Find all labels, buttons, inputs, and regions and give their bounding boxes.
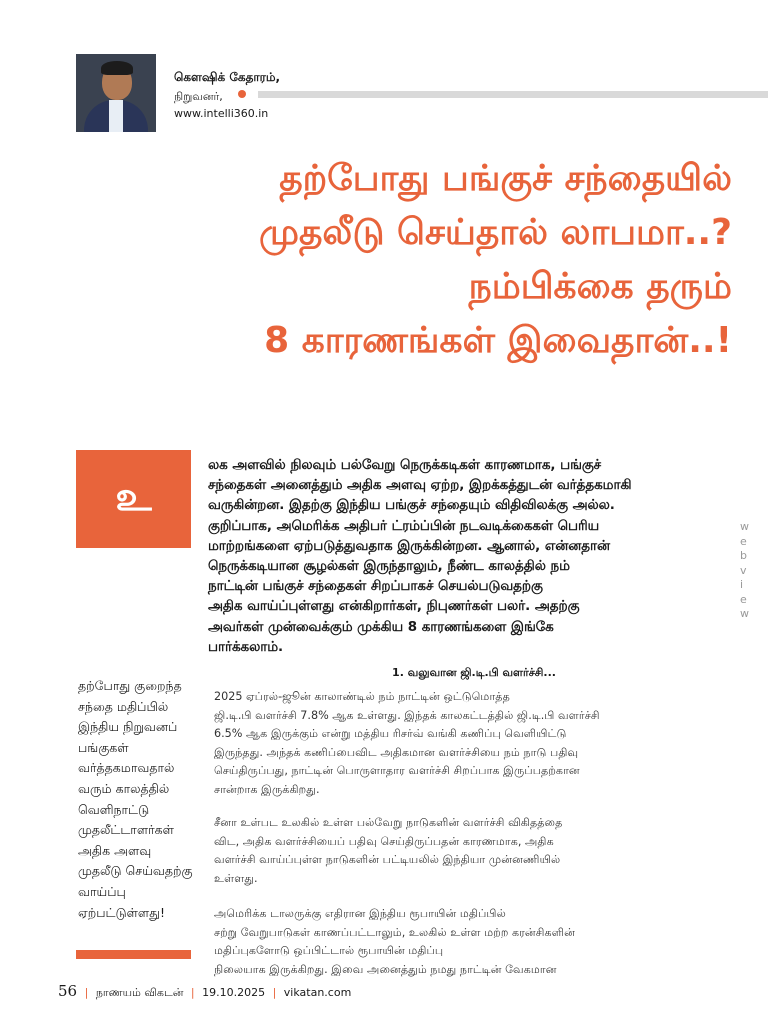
issue-date: 19.10.2025 — [202, 986, 266, 999]
lead-paragraph — [208, 456, 728, 658]
footer-separator: | — [84, 986, 89, 999]
author-name: கௌஷிக் கேதாரம், — [174, 70, 281, 84]
headline-line: முதலீடு செய்தால் லாபமா..? — [259, 212, 732, 253]
author-website: www.intelli360.in — [174, 107, 269, 120]
headline-line: 8 காரணங்கள் இவைதான்..! — [264, 320, 732, 361]
lead-line: மாற்றங்களை ஏற்படுத்துவதாக இருக்கின்றன. ஆனால், என்னதான் — [208, 538, 610, 554]
pull-quote-bar — [76, 950, 191, 959]
magazine-name: நாணயம் விகடன் — [95, 986, 184, 999]
site-link[interactable]: vikatan.com — [283, 986, 352, 999]
accent-dot-icon — [238, 90, 246, 98]
lead-line: சந்தைகள் அனைத்தும் அதிக அளவு ஏற்ற, இறக்கத்துடன் வர்த்தகமாகி — [208, 478, 632, 494]
lead-line: குறிப்பாக, அமெரிக்க அதிபர் ட்ரம்ப்பின் நடவடிக்கைகள் பெரிய — [208, 518, 600, 534]
footer-separator: | — [272, 986, 277, 999]
body-paragraph: அமெரிக்க டாலருக்கு எதிரான இந்திய ரூபாயின் மதிப்பில் சற்று வேறுபாடுகள் காணப்பட்டாலும், உலகில் உள்ள மற்ற கரன்சிகளின் மதிப்புகளோடு ஒப்பிட்டால் ரூபாயின் மதிப்பு நிலையாக இருக்கிறது. இவை அனைத்தும் நமது நாட்டின் வேகமான — [214, 907, 575, 976]
headline-line: தற்போது பங்குச் சந்தையில் — [279, 158, 732, 199]
headline-line: நம்பிக்கை தரும் — [468, 266, 732, 307]
article-headline — [120, 152, 732, 368]
pull-quote: தற்போது குறைந்த சந்தை மதிப்பில் இந்திய நிறுவனப் பங்குகள் வர்த்தகமாவதால் வரும் காலத்தில் வெளிநாட்டு முதலீட்டாளர்கள் அதிக அளவு முதலீடு செய்வதற்கு வாய்ப்பு ஏற்பட்டுள்ளது! — [78, 678, 193, 920]
drop-cap: உ — [76, 450, 191, 548]
footer-separator: | — [190, 986, 195, 999]
lead-line: அவர்கள் முன்வைக்கும் முக்கிய 8 காரணங்களை இங்கே — [208, 619, 554, 635]
page-number: 56 — [58, 982, 78, 1000]
section-heading: 1. வலுவான ஜி.டி.பி வளர்ச்சி... — [392, 666, 556, 679]
page-footer — [58, 982, 351, 1001]
lead-line: லக அளவில் நிலவும் பல்வேறு நெருக்கடிகள் காரணமாக, பங்குச் — [208, 458, 602, 473]
author-photo — [76, 54, 156, 132]
body-paragraph: சீனா உள்பட உலகில் உள்ள பல்வேறு நாடுகளின் வளர்ச்சி விகிதத்தை விட, அதிக வளர்ச்சியைப் பதிவு செய்திருப்பதன் காரணமாக, அதிக வளர்ச்சி வாய்ப்புள்ள நாடுகளின் பட்டியலில் இந்தியா முன்னணியில் உள்ளது. — [214, 816, 563, 885]
lead-line: அதிக வாய்ப்புள்ளது என்கிறார்கள், நிபுணர்கள் பலர். அதற்கு — [208, 599, 580, 615]
author-divider-bar — [258, 91, 768, 98]
lead-line: நாட்டின் பங்குச் சந்தைகள் சிறப்பாகச் செயல்படுவதற்கு — [208, 579, 543, 595]
lead-line: நெருக்கடியான சூழல்கள் இருந்தாலும், நீண்ட காலத்தில் நம் — [208, 559, 570, 575]
webview-side-label: w e b v i e w — [740, 520, 749, 620]
lead-line: வருகின்றன. இதற்கு இந்திய பங்குச் சந்தையும் விதிவிலக்கு அல்ல. — [208, 498, 615, 514]
body-paragraph: 2025 ஏப்ரல்-ஜூன் காலாண்டில் நம் நாட்டின் ஒட்டுமொத்த ஜி.டி.பி வளர்ச்சி 7.8% ஆக உள்ளது. இந்தக் காலகட்டத்தில் ஜி.டி.பி வளர்ச்சி 6.5% ஆக இருக்கும் என்று மத்திய ரிசர்வ் வங்கி கணிப்பு வெளியிட்டு இருந்தது. அந்தக் கணிப்பைவிட அதிகமான வளர்ச்சியை நம் நாடு பதிவு செய்திருப்பது, நாட்டின் பொருளாதார வளர்ச்சி சிறப்பாக இருப்பதற்கான சான்றாக இருக்கிறது. — [214, 690, 600, 796]
lead-line: பார்க்கலாம். — [208, 639, 284, 655]
author-role: நிறுவனர், — [174, 90, 223, 103]
